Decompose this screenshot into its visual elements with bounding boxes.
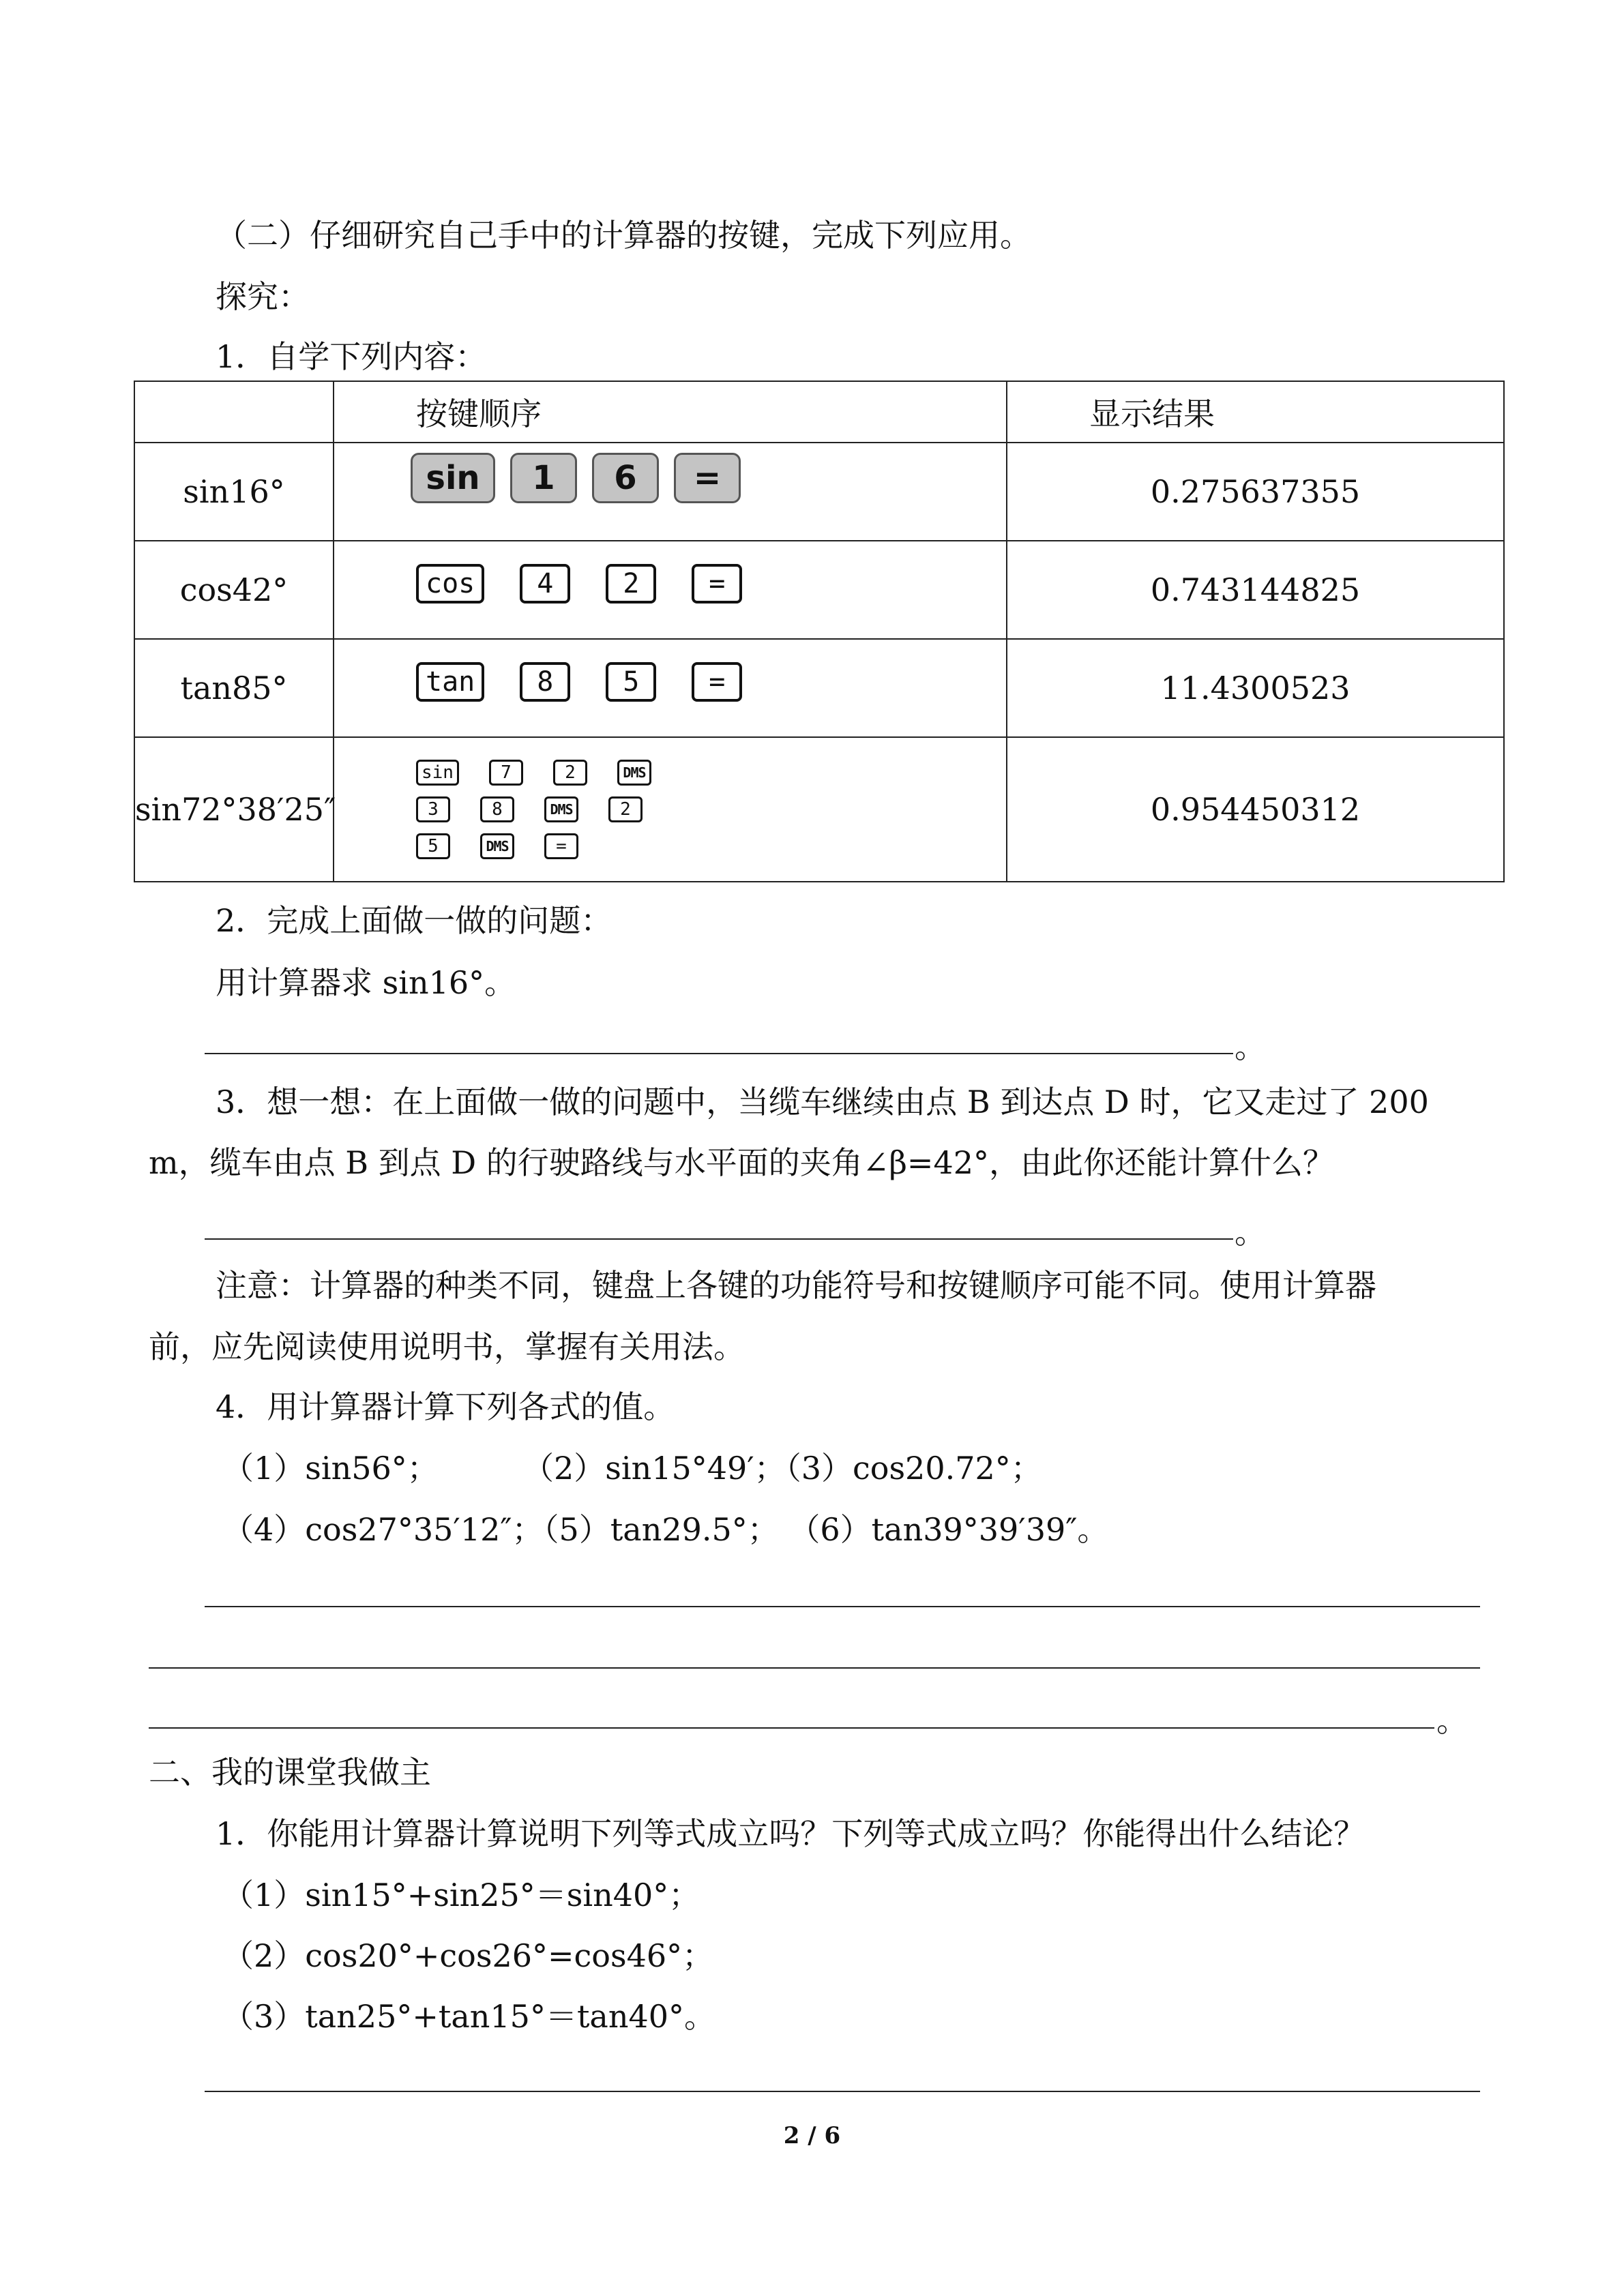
- answer-period: 。: [1436, 1702, 1468, 1739]
- item-4-expr-1: （1）sin56°；: [222, 1450, 439, 1487]
- item-3-line-2: m，缆车由点 B 到点 D 的行驶路线与水平面的夹角∠β=42°，由此你还能计算什么？: [149, 1144, 1335, 1181]
- tan-key: tan: [416, 662, 484, 702]
- item-4-expr-4-6: （4）cos27°35′12″；（5）tan29.5°； （6）tan39°39′39″。: [222, 1511, 1109, 1548]
- result-cell: 0.743144825: [1007, 541, 1504, 639]
- digit-7-key: 7: [489, 760, 523, 786]
- expr-cell: tan85°: [134, 639, 334, 737]
- answer-line[interactable]: [205, 1238, 1233, 1240]
- header-keys-cell: [334, 381, 1007, 443]
- dms-key: DMS: [544, 796, 578, 822]
- header-result-cell: [1007, 381, 1504, 443]
- table-row: [134, 639, 1504, 737]
- digit-8-key: 8: [480, 796, 514, 822]
- digit-2-key: 2: [606, 564, 656, 603]
- keys-cell: [334, 443, 1007, 541]
- keys-cell: [334, 737, 1007, 882]
- section-intro: （二）仔细研究自己手中的计算器的按键，完成下列应用。: [216, 217, 1031, 254]
- item-2-heading: 2．完成上面做一做的问题：: [216, 902, 612, 939]
- answer-line[interactable]: [149, 1667, 1480, 1669]
- page-number: 2 / 6: [783, 2122, 841, 2149]
- keys-cell: [334, 639, 1007, 737]
- explore-label: 探究：: [216, 278, 310, 315]
- cos-key: cos: [416, 564, 484, 603]
- digit-5-key: 5: [416, 833, 450, 859]
- keys-cell: [334, 541, 1007, 639]
- digit-3-key: 3: [416, 796, 450, 822]
- dms-key: DMS: [480, 833, 514, 859]
- item-4-expr-2-3: （2）sin15°49′；（3）cos20.72°；: [522, 1450, 1042, 1487]
- result-cell: 0.275637355: [1007, 443, 1504, 541]
- expr-cell: sin16°: [134, 443, 334, 541]
- answer-period: 。: [1235, 1028, 1266, 1065]
- table-row: [134, 443, 1504, 541]
- key-sequence-table: [134, 381, 1505, 882]
- equals-key: =: [544, 833, 578, 859]
- result-cell: 11.4300523: [1007, 639, 1504, 737]
- item-1-heading: 1．自学下列内容：: [216, 338, 487, 375]
- answer-line[interactable]: [205, 1606, 1480, 1607]
- header-result-label: 显示结果: [1089, 396, 1215, 432]
- result-cell: 0.954450312: [1007, 737, 1504, 882]
- answer-period: 。: [1235, 1214, 1266, 1251]
- digit-4-key: 4: [520, 564, 570, 603]
- equals-key: =: [692, 564, 742, 603]
- answer-line[interactable]: [205, 2091, 1480, 2092]
- digit-1-key: 1: [510, 453, 577, 503]
- equation-3: （3）tan25°+tan15°＝tan40°。: [222, 1998, 716, 2035]
- section-2-title: 二、我的课堂我做主: [149, 1754, 431, 1791]
- digit-8-key: 8: [520, 662, 570, 702]
- table-row: [134, 737, 1504, 882]
- equation-1: （1）sin15°+sin25°＝sin40°；: [222, 1877, 700, 1913]
- answer-line[interactable]: [149, 1727, 1434, 1729]
- note-line-2: 前，应先阅读使用说明书，掌握有关用法。: [149, 1328, 745, 1365]
- digit-2-key: 2: [553, 760, 587, 786]
- equals-key: =: [692, 662, 742, 702]
- header-keys-label: 按键顺序: [416, 396, 542, 432]
- digit-5-key: 5: [606, 662, 656, 702]
- item-4-heading: 4．用计算器计算下列各式的值。: [216, 1388, 675, 1425]
- dms-key: DMS: [617, 760, 651, 786]
- item-2-subtext: 用计算器求 sin16°。: [216, 964, 516, 1001]
- sin-key: sin: [411, 453, 495, 503]
- equals-key: =: [674, 453, 741, 503]
- expr-cell: cos42°: [134, 541, 334, 639]
- header-blank-cell: [134, 381, 334, 443]
- equation-2: （2）cos20°+cos26°=cos46°；: [222, 1937, 714, 1974]
- table-row: [134, 541, 1504, 639]
- note-line-1: 注意：计算器的种类不同，键盘上各键的功能符号和按键顺序可能不同。使用计算器: [216, 1267, 1376, 1304]
- answer-line[interactable]: [205, 1053, 1233, 1054]
- item-3-line-1: 3．想一想：在上面做一做的问题中，当缆车继续由点 B 到达点 D 时，它又走过了 200: [216, 1084, 1429, 1120]
- digit-6-key: 6: [592, 453, 659, 503]
- sin-key: sin: [416, 760, 459, 786]
- expr-cell: sin72°38′25″: [134, 737, 334, 882]
- table-header-row: [134, 381, 1504, 443]
- section-2-item-1: 1．你能用计算器计算说明下列等式成立吗？下列等式成立吗？你能得出什么结论？: [216, 1815, 1365, 1852]
- digit-2-key: 2: [608, 796, 643, 822]
